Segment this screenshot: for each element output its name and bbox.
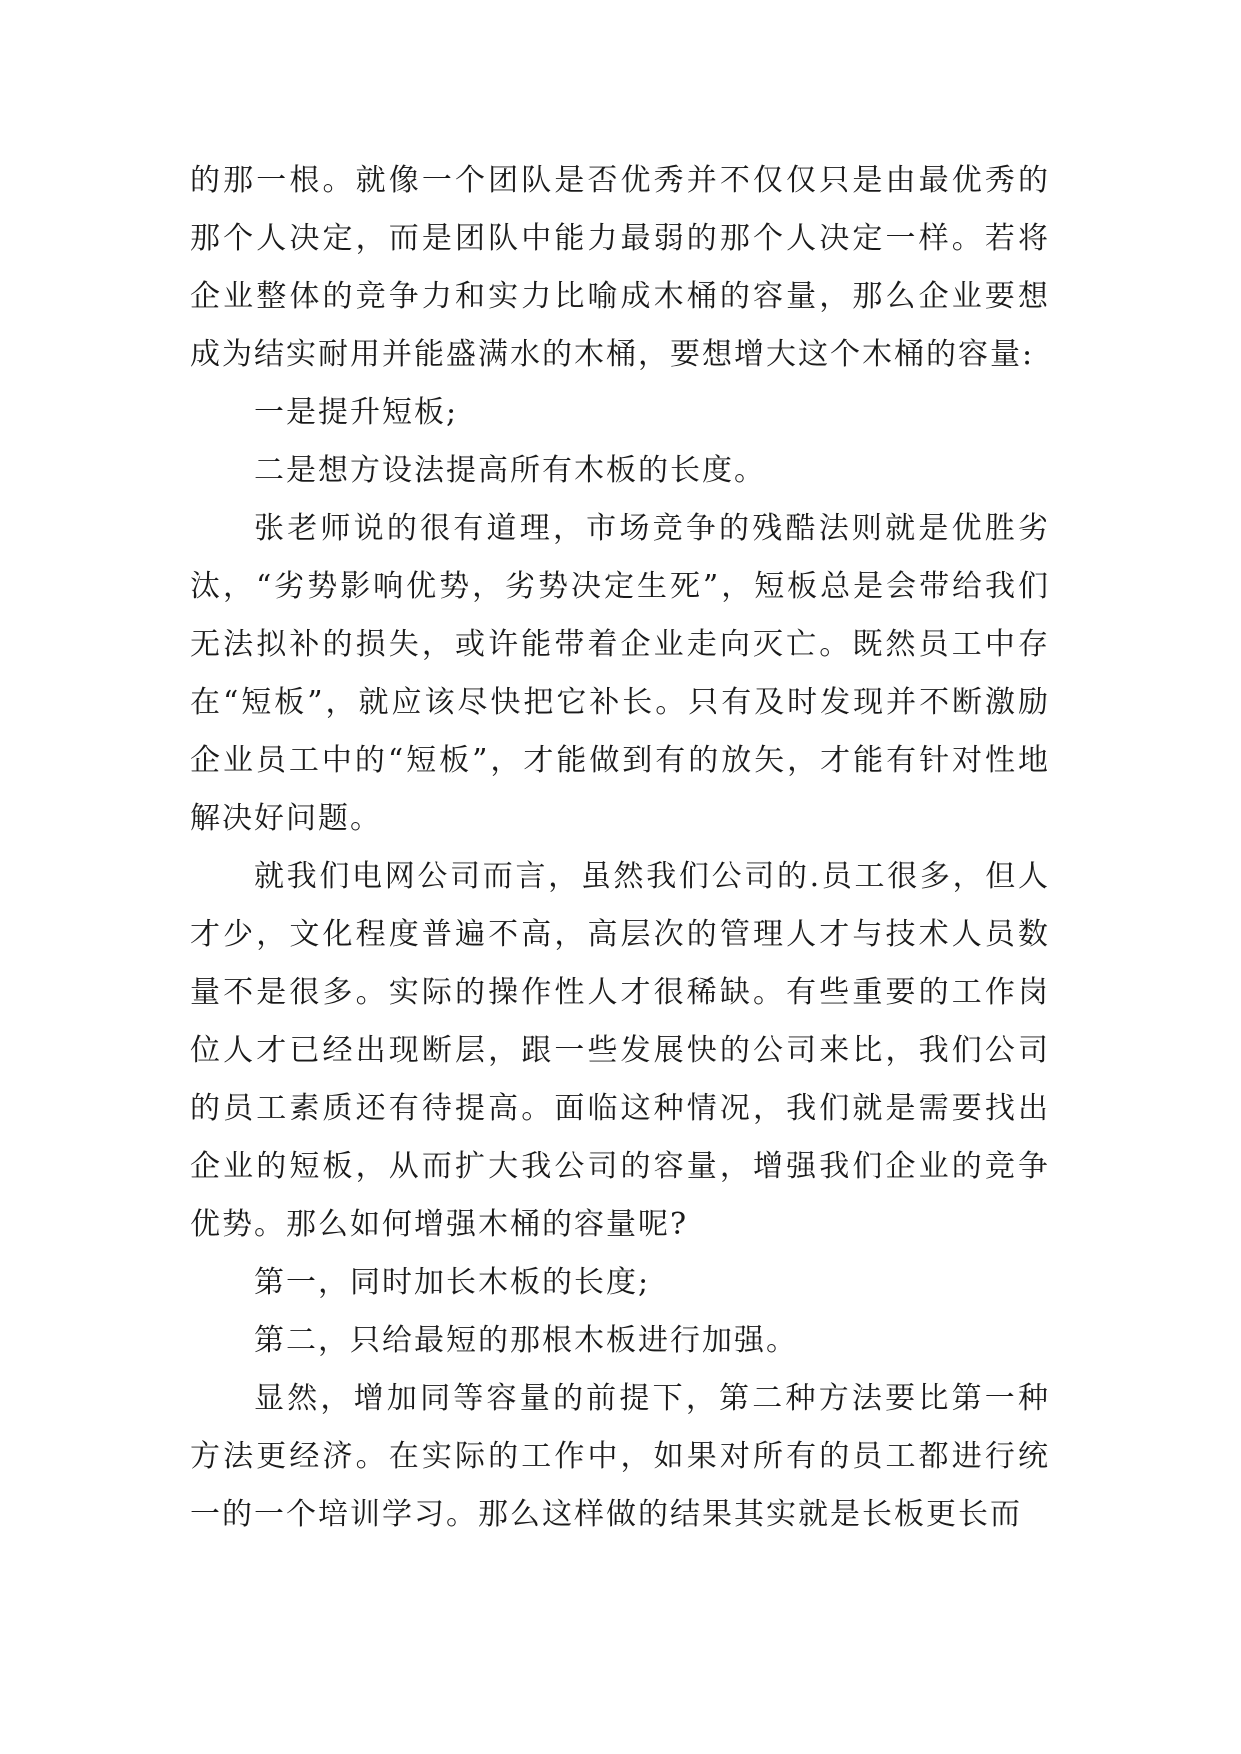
document-body xyxy=(190,152,1050,1544)
paragraph-item-one: 一是提升短板; xyxy=(254,395,459,430)
paragraph-method-one: 第一，同时加长木板的长度; xyxy=(254,1265,651,1300)
paragraph-continuation: 的那一根。就像一个团队是否优秀并不仅仅只是由最优秀的那个人决定，而是团队中能力最弱的那个人决定一样。若将企业整体的竞争力和实力比喻成木桶的容量，那么企业要想成为结实耐用并能盛满水的木桶，要想增大这个木桶的容量: xyxy=(190,163,1050,372)
paragraph-conclusion: 显然，增加同等容量的前提下，第二种方法要比第一种方法更经济。在实际的工作中，如果对所有的员工都进行统一的一个培训学习。那么这样做的结果其实就是长板更长而 xyxy=(190,1381,1050,1532)
paragraph-company-analysis: 就我们电网公司而言，虽然我们公司的.员工很多，但人才少，文化程度普遍不高，高层次的管理人才与技术人员数量不是很多。实际的操作性人才很稀缺。有些重要的工作岗位人才已经出现断层，跟一些发展快的公司来比，我们公司的员工素质还有待提高。面临这种情况，我们就是需要找出企业的短板，从而扩大我公司的容量，增强我们企业的竞争优势。那么如何增强木桶的容量呢? xyxy=(190,859,1050,1242)
paragraph-teacher-comment: 张老师说的很有道理，市场竞争的残酷法则就是优胜劣汰，“劣势影响优势，劣势决定生死”，短板总是会带给我们无法拟补的损失，或许能带着企业走向灭亡。既然员工中存在“短板”，就应该尽快把它补长。只有及时发现并不断激励企业员工中的“短板”，才能做到有的放矢，才能有针对性地解决好问题。 xyxy=(190,511,1050,836)
paragraph-method-two: 第二，只给最短的那根木板进行加强。 xyxy=(254,1323,798,1358)
paragraph-item-two: 二是想方设法提高所有木板的长度。 xyxy=(254,453,766,488)
